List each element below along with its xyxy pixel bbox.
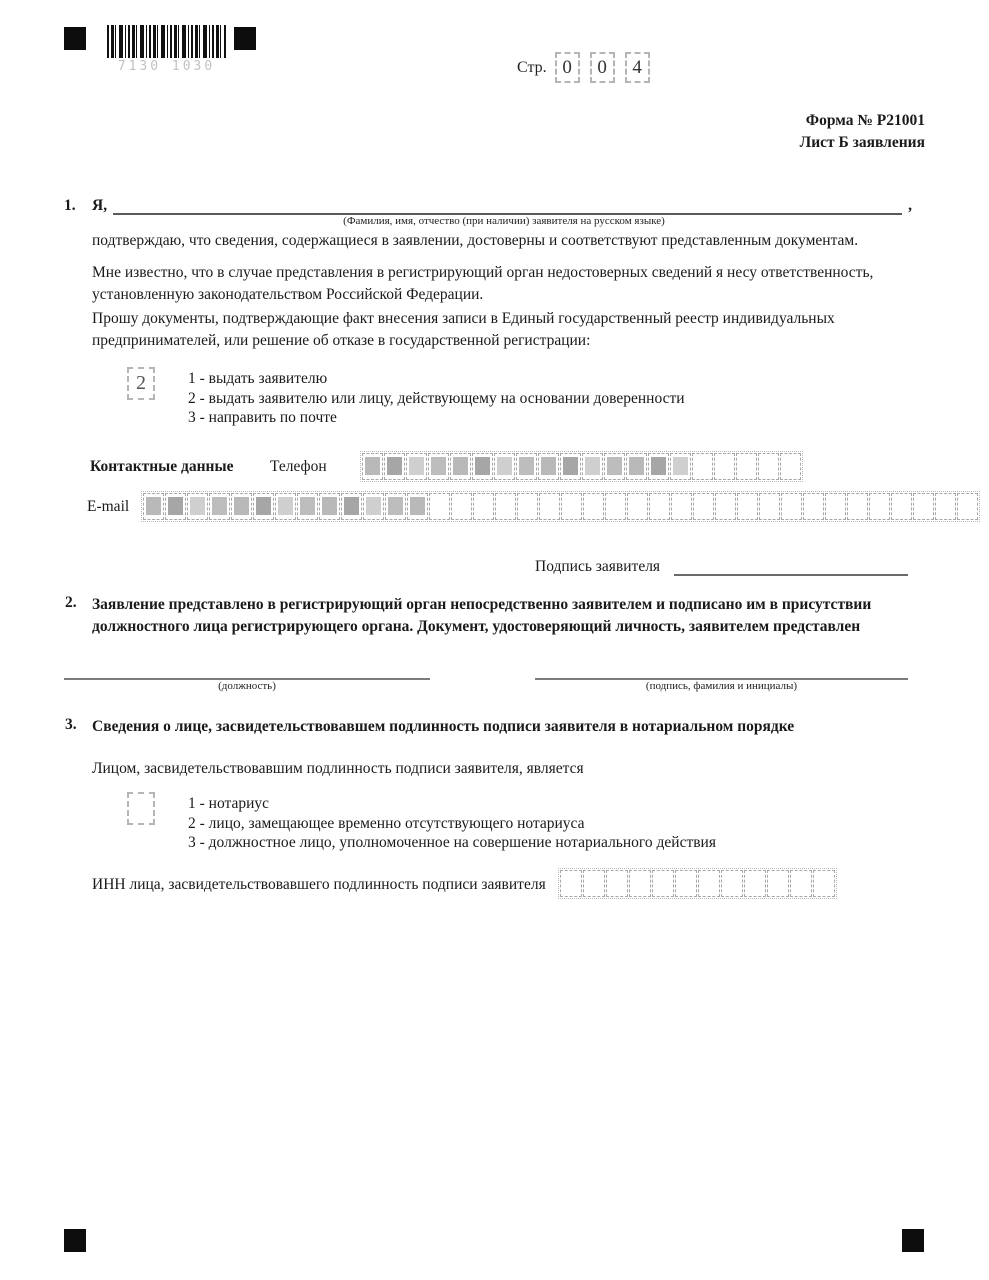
redacted-content bbox=[519, 457, 534, 475]
char-cell[interactable] bbox=[560, 870, 582, 897]
redacted-content bbox=[607, 457, 622, 475]
char-cell[interactable] bbox=[605, 493, 626, 520]
char-cell[interactable] bbox=[649, 493, 670, 520]
page-digit-3: 4 bbox=[625, 52, 650, 83]
char-cell[interactable] bbox=[539, 493, 560, 520]
char-cell[interactable] bbox=[384, 453, 405, 480]
redacted-content bbox=[388, 497, 403, 515]
char-cell[interactable] bbox=[813, 870, 835, 897]
redacted-content bbox=[651, 457, 666, 475]
char-cell[interactable] bbox=[737, 493, 758, 520]
redacted-content bbox=[541, 457, 556, 475]
char-cell[interactable] bbox=[721, 870, 743, 897]
name-caption: (Фамилия, имя, отчество (при наличии) заявителя на русском языке) bbox=[343, 215, 665, 227]
char-cell[interactable] bbox=[428, 453, 449, 480]
char-cell[interactable] bbox=[406, 453, 427, 480]
redacted-content bbox=[497, 457, 512, 475]
section3-number: 3. bbox=[65, 716, 77, 733]
char-cell[interactable] bbox=[715, 493, 736, 520]
section2-text: Заявление представлено в регистрирующий орган непосредственно заявителем и подписано им в присутствии должностного лица регистрирующего органа. Документ, удостоверяющий личность, заявителем представлен bbox=[92, 596, 872, 636]
section1-number: 1. bbox=[64, 197, 76, 214]
barcode-block bbox=[107, 25, 226, 74]
delivery-option-3: 3 - направить по почте bbox=[188, 409, 337, 427]
char-cell[interactable] bbox=[209, 493, 230, 520]
position-line[interactable] bbox=[64, 650, 430, 680]
notary-person-text: Лицом, засвидетельствовавшим подлинность подписи заявителя, является bbox=[92, 760, 584, 777]
char-cell[interactable] bbox=[744, 870, 766, 897]
char-cell[interactable] bbox=[803, 493, 824, 520]
redacted-content bbox=[366, 497, 381, 515]
redacted-content bbox=[212, 497, 227, 515]
char-cell[interactable] bbox=[629, 870, 651, 897]
char-cell[interactable] bbox=[297, 493, 318, 520]
redacted-content bbox=[409, 457, 424, 475]
applicant-signature-row bbox=[535, 556, 908, 576]
registration-mark-bottom-left bbox=[64, 1229, 86, 1252]
char-cell[interactable] bbox=[781, 493, 802, 520]
char-cell[interactable] bbox=[429, 493, 450, 520]
char-cell[interactable] bbox=[517, 493, 538, 520]
char-cell[interactable] bbox=[957, 493, 978, 520]
redacted-content bbox=[410, 497, 425, 515]
char-cell[interactable] bbox=[891, 493, 912, 520]
redacted-content bbox=[387, 457, 402, 475]
redacted-content bbox=[300, 497, 315, 515]
signature-label: Подпись заявителя bbox=[535, 558, 661, 575]
char-cell[interactable] bbox=[583, 493, 604, 520]
section3-title: Сведения о лице, засвидетельствовавшем подлинность подписи заявителя в нотариальном порядке bbox=[92, 718, 795, 735]
char-cell[interactable] bbox=[693, 493, 714, 520]
redacted-content bbox=[585, 457, 600, 475]
redacted-content bbox=[168, 497, 183, 515]
official-signature-line[interactable] bbox=[535, 650, 908, 680]
ya-label: Я, bbox=[92, 197, 108, 214]
char-cell[interactable] bbox=[759, 493, 780, 520]
full-name-input-line[interactable] bbox=[113, 194, 902, 215]
char-cell[interactable] bbox=[473, 493, 494, 520]
delivery-method-checkbox[interactable]: 2 bbox=[127, 367, 155, 400]
char-cell[interactable] bbox=[652, 870, 674, 897]
char-cell[interactable] bbox=[451, 493, 472, 520]
official-signature-caption: (подпись, фамилия и инициалы) bbox=[645, 680, 798, 692]
email-field[interactable] bbox=[141, 491, 980, 522]
redacted-content bbox=[453, 457, 468, 475]
char-cell[interactable] bbox=[341, 493, 362, 520]
char-cell[interactable] bbox=[698, 870, 720, 897]
char-cell[interactable] bbox=[450, 453, 471, 480]
char-cell[interactable] bbox=[913, 493, 934, 520]
char-cell[interactable] bbox=[407, 493, 428, 520]
char-cell[interactable] bbox=[671, 493, 692, 520]
char-cell[interactable] bbox=[363, 493, 384, 520]
position-caption: (должность) bbox=[218, 680, 276, 692]
delivery-option-1: 1 - выдать заявителю bbox=[188, 370, 328, 387]
char-cell[interactable] bbox=[231, 493, 252, 520]
char-cell[interactable] bbox=[319, 493, 340, 520]
confirm-text: подтверждаю, что сведения, содержащиеся в заявлении, достоверны и соответствуют представленным документам. bbox=[92, 232, 859, 249]
registration-mark-top-left bbox=[64, 27, 86, 50]
char-cell[interactable] bbox=[561, 493, 582, 520]
section1-name-block bbox=[64, 194, 912, 227]
char-cell[interactable] bbox=[790, 870, 812, 897]
char-cell[interactable] bbox=[767, 870, 789, 897]
redacted-content bbox=[475, 457, 490, 475]
page-number-label: Стр. bbox=[517, 58, 547, 76]
delivery-options bbox=[188, 369, 685, 428]
char-cell[interactable] bbox=[869, 493, 890, 520]
delivery-option-2: 2 - выдать заявителю или лицу, действующему на основании доверенности bbox=[188, 389, 685, 407]
barcode-digits: 7130 1030 bbox=[117, 59, 216, 74]
redacted-content bbox=[365, 457, 380, 475]
char-cell[interactable] bbox=[714, 453, 735, 480]
char-cell[interactable] bbox=[736, 453, 757, 480]
notary-option-3: 3 - должностное лицо, уполномоченное на совершение нотариального действия bbox=[188, 834, 716, 852]
notary-type-checkbox[interactable] bbox=[127, 792, 155, 825]
char-cell[interactable] bbox=[847, 493, 868, 520]
char-cell[interactable] bbox=[143, 493, 164, 520]
redacted-content bbox=[673, 457, 688, 475]
char-cell[interactable] bbox=[165, 493, 186, 520]
char-cell[interactable] bbox=[825, 493, 846, 520]
redacted-content bbox=[322, 497, 337, 515]
notary-options bbox=[188, 794, 716, 853]
email-label: E-mail bbox=[87, 498, 130, 515]
registration-mark-top-right-of-barcode bbox=[234, 27, 256, 50]
char-cell[interactable] bbox=[385, 493, 406, 520]
notary-option-1: 1 - нотариус bbox=[188, 795, 270, 812]
applicant-signature-line[interactable] bbox=[674, 556, 908, 576]
inn-label: ИНН лица, засвидетельствовавшего подлинность подписи заявителя bbox=[92, 876, 546, 893]
official-signature-field bbox=[535, 650, 908, 692]
char-cell[interactable] bbox=[583, 870, 605, 897]
char-cell[interactable] bbox=[758, 453, 779, 480]
page-number bbox=[517, 52, 652, 83]
redacted-content bbox=[256, 497, 271, 515]
char-cell[interactable] bbox=[582, 453, 603, 480]
inn-field[interactable] bbox=[558, 868, 837, 899]
redacted-content bbox=[190, 497, 205, 515]
phone-field[interactable] bbox=[360, 451, 803, 482]
char-cell[interactable] bbox=[627, 493, 648, 520]
char-cell[interactable] bbox=[538, 453, 559, 480]
char-cell[interactable] bbox=[253, 493, 274, 520]
char-cell[interactable] bbox=[472, 453, 493, 480]
page-digit-1: 0 bbox=[555, 52, 580, 83]
redacted-content bbox=[431, 457, 446, 475]
redacted-content bbox=[234, 497, 249, 515]
char-cell[interactable] bbox=[670, 453, 691, 480]
char-cell[interactable] bbox=[516, 453, 537, 480]
char-cell[interactable] bbox=[275, 493, 296, 520]
registration-mark-bottom-right bbox=[902, 1229, 924, 1252]
request-text: Прошу документы, подтверждающие факт внесения записи в Единый государственный реестр индивидуальных предпринимателей, или решение об отказе в государственной регистрации: bbox=[92, 310, 835, 350]
char-cell[interactable] bbox=[675, 870, 697, 897]
char-cell[interactable] bbox=[606, 870, 628, 897]
char-cell[interactable] bbox=[362, 453, 383, 480]
form-sheet: Лист Б заявления bbox=[799, 133, 925, 151]
char-cell[interactable] bbox=[648, 453, 669, 480]
barcode bbox=[107, 25, 226, 58]
phone-label: Телефон bbox=[270, 458, 327, 475]
form-title bbox=[800, 110, 925, 153]
liability-text: Мне известно, что в случае представления в регистрирующий орган недостоверных сведений я несу ответственность, установленную законодательством Российской Федерации. bbox=[92, 264, 874, 304]
section2-number: 2. bbox=[65, 594, 77, 611]
char-cell[interactable] bbox=[935, 493, 956, 520]
redacted-content bbox=[146, 497, 161, 515]
page-digit-2: 0 bbox=[590, 52, 615, 83]
form-number: Форма № Р21001 bbox=[805, 112, 925, 129]
contacts-label: Контактные данные bbox=[90, 458, 234, 475]
char-cell[interactable] bbox=[780, 453, 801, 480]
redacted-content bbox=[344, 497, 359, 515]
char-cell[interactable] bbox=[494, 453, 515, 480]
redacted-content bbox=[629, 457, 644, 475]
char-cell[interactable] bbox=[495, 493, 516, 520]
position-field bbox=[64, 650, 430, 692]
redacted-content bbox=[563, 457, 578, 475]
char-cell[interactable] bbox=[187, 493, 208, 520]
char-cell[interactable] bbox=[560, 453, 581, 480]
char-cell[interactable] bbox=[626, 453, 647, 480]
redacted-content bbox=[278, 497, 293, 515]
trailing-comma: , bbox=[908, 197, 912, 214]
char-cell[interactable] bbox=[692, 453, 713, 480]
char-cell[interactable] bbox=[604, 453, 625, 480]
notary-option-2: 2 - лицо, замещающее временно отсутствующего нотариуса bbox=[188, 814, 585, 832]
